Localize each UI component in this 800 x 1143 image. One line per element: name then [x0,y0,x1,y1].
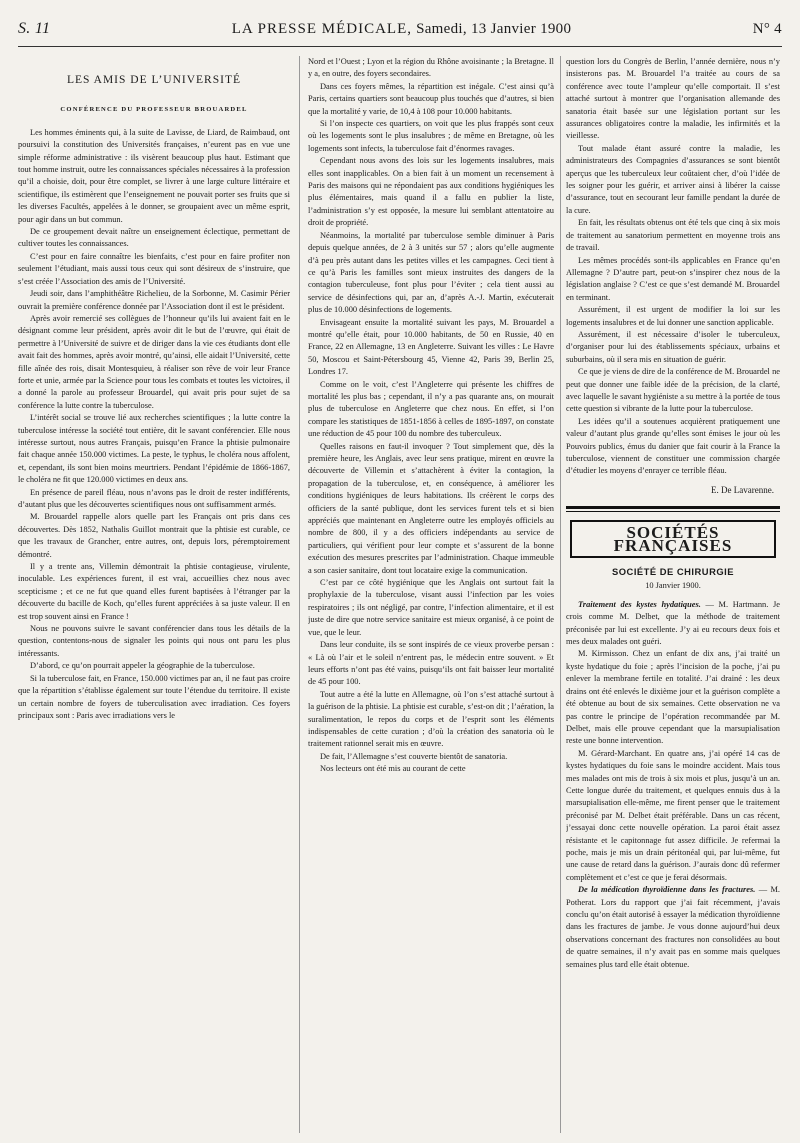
subheading: Traitement des kystes hydatiques. [578,599,701,609]
paragraph: Les hommes éminents qui, à la suite de Lavisse, de Liard, de Raimbaud, ont poursuivi la constitution des Universités françaises, n’eurent pas en vue une simple réforme administrative : ils visèrent beaucoup plus haut. Estimant que tout homme instruit, outre les connaissances spéciales nécessaires à la profession qu’il a choisie, doit, pour être complet, se livrer à une large culture littéraire et scientifique, ils estimèrent que l’enseignement ne pouvait porter ses fruits que si les diverses Facultés, appelées à le donner, se groupaient avec un même esprit, pour agir dans un but commun. [18,127,290,224]
paragraph: Si l’on inspecte ces quartiers, on voit que les plus frappés sont ceux où les logements sont le plus insalubres ; de même en Bretagne, où les logements sont infects, la tuberculose fait d’énormes ravages. [308,119,554,153]
paragraph: Nous ne pouvons suivre le savant conférencier dans tous les détails de la question, contentons-nous de signaler les points qui nous ont paru les plus intéressants. [18,624,290,658]
column-divider [299,56,300,1133]
paragraph-text: M. Kirmisson. Chez un enfant de dix ans, j’ai traité un kyste hydatique du foie ; après l’incision de la poche, j’ai pu enlever la membrane fertile en totalité. J’ai drainé : les deux drains ont été enlevés le dixième jour et la guérison complète a été obtenue au bout de six semaines. Cette observation ne va pas contre le principe de l’opération recommandée par M. Delbet, mais elle prouve cependant que la marsupialisation reste une bonne intervention. [566,649,780,746]
paragraph-text: M. Gérard-Marchant. En quatre ans, j’ai opéré 14 cas de kystes hydatiques du foie sans le moindre accident. Mais tous mes malades ont mis de trois à six mois et plus, jusqu’à un an. Cette longue durée du traitement, et quelques ennuis dus à la marsupialisation elle-même, me firent penser que le traitement préconisé par M. Delbet était préférable. Dans un cas récent, j’essayai donc cette nouvelle opération. La paroi était assez résistante et le capitonnage fut assez difficile. Je refermai la poche, mais je mis un drain péritonéal qui, par lui-même, fut une cause de retard dans la guérison. J’aurais donc dû refermer complètement et c’est ce que je ferai désormais. [566,748,780,882]
paragraph: Si la tuberculose fait, en France, 150.000 victimes par an, il ne faut pas croire que la répartition s’établisse également sur toute l’étendue du territoire. Il existe un certain nombre de foyers de tuberculisation avec irradiation. Ces foyers principaux sont : Paris avec irradiations vers le [18,673,290,720]
paragraph: Ce que je viens de dire de la conférence de M. Brouardel ne peut que donner une faible idée de la précision, de la clarté, avec laquelle le savant hygiéniste a su mettre à la portée de tous cette question si vibrante de la lutte pour la tuberculose. [566,367,780,414]
paragraph: Il y a trente ans, Villemin démontrait la phtisie contagieuse, virulente, inoculable. Les expériences furent, il est vrai, accueillies chez nous avec scepticisme ; et ce ne fut que quand elles furent baptisées à l’étranger par la découverte du bacille de Koch, qu’elles furent appréciées à sa juste valeur. Il en est trop souvent ainsi en France ! [18,562,290,621]
paragraph: En présence de pareil fléau, nous n’avons pas le droit de rester indifférents, d’autant plus que les découvertes scientifiques nous ont suffisamment armés. [18,487,290,509]
society-name: SOCIÉTÉ DE CHIRURGIE [612,566,734,578]
column-divider [560,56,561,1133]
paragraph: C’est pour en faire connaître les bienfaits, c’est pour en faire profiter non seulement l’étudiant, mais aussi tous ceux qui sont désireux de s’instruire, que s’est créée l’Association des amis de l’Université. [18,251,290,286]
paragraph: Nord et l’Ouest ; Lyon et la région du Rhône avoisinante ; la Bretagne. Il y a, en outre, des foyers secondaires. [308,57,554,79]
page-number: S. 11 [18,20,51,37]
column-1 [18,56,290,1143]
paragraph-text: — M. Hartmann. Je crois comme M. Delbet, que la méthode de traitement préconisée par lui est excellente. J’y ai eu recours deux fois et mes deux malades ont guéri. [566,599,780,647]
society-paragraph [566,884,780,971]
issue-date: Samedi, 13 Janvier 1900 [416,20,572,37]
society-date: 10 Janvier 1900. [645,581,701,591]
paragraph: Néanmoins, la mortalité par tuberculose semble diminuer à Paris depuis quelque années, de 2 à 3 unités sur 57 ; alors qu’elle augmente d’à peu près autant dans les petites villes et les campagnes. Ceci tient à ce qu’à Paris les familles sont mieux instruites des dangers de la contagion tuberculeuse, font plus pour l’éviter ; cela tient aussi au service de désinfections qui, par an, d’après A.-J. Martin, exécuterait plus de 10.000 désinfections de logements. [308,230,554,315]
paragraph: Dans ces foyers mêmes, la répartition est inégale. C’est ainsi qu’à Paris, certains quartiers sont beaucoup plus touchés que d’autres, si bien que la mortalité y varie, de 10,4 à 108 pour 10.000 habitants. [308,81,554,116]
author-signature: E. De Lavarenne. [711,484,774,495]
paragraph: Tout autre a été la lutte en Allemagne, où l’on s’est attaché surtout à la guérison de la phtisie. La phtisie est curable, s’est-on dit ; l’aération, la suralimentation, le repos du corps et de l’esprit sont les éléments indispensables de cette curation ; d’où la création des sanatoria où le traitement rationnel serait mis en œuvre. [308,689,554,749]
paragraph: Assurément, il est nécessaire d’isoler le tuberculeux, d’organiser pour lui des établissements spéciaux, urbains et suburbains, où il sera mis en situation de guérir. [566,329,780,364]
article-title: LES AMIS DE L’UNIVERSITÉ [66,74,242,86]
section-title: SOCIÉTÉS FRANÇAISES [570,520,776,558]
paragraph: Dans leur conduite, ils se sont inspirés de ce vieux proverbe persan : « Là où l’air et le soleil n’entrent pas, le médecin entre souvent. » Et leurs efforts n’ont pas été vains, puisqu’ils ont fait baisser leur mortalité de 45 pour 100. [308,640,554,687]
paragraph: C’est par ce côté hygiénique que les Anglais ont surtout fait la prophylaxie de la tuberculose, visant aussi l’infection par les voies respiratoires ; ils ont négligé, par contre, l’infection alimentaire, et il est juste de dire que notre service sanitaire est mieux organisé, à ce point de vue, que le leur. [308,578,554,637]
paragraph: Les idées qu’il a soutenues acquièrent pratiquement une valeur d’autant plus grande qu’elles sont émises le jour où les Pouvoirs publics, émus du danier que fait courir à la France la tuberculose, viennent de constituer une commission chargée d’étudier les moyens d’enrayer ce terrible fléau. [566,416,780,476]
header-rule [18,46,782,47]
society-paragraph [566,748,780,884]
paragraph: De fait, l’Allemagne s’est couverte bientôt de sanatoria. [320,751,508,761]
paragraph: Les mêmes procédés sont-ils applicables en France qu’en Allemagne ? D’autre part, peut-on s’inspirer chez nous de la législation anglaise ? C’est ce que s’est demandé M. Brouardel en terminant. [566,255,780,302]
page-header [18,16,782,42]
column-2 [308,56,554,1143]
society-paragraph [566,648,780,747]
paragraph: D’abord, ce qu’on pourrait appeler la géographie de la tuberculose. [30,661,255,671]
issue-number: N° 4 [752,20,782,37]
paragraph: Cependant nous avons des lois sur les logements insalubres, mais elles sont inapplicables. On a bien fait à un moment un recensement à Paris des maisons qui ne répondaient pas aux conditions hygiéniques les plus élémentaires, mais quand il a fallu en publier la liste, l’administration s’y est opposée, la mesure lui semblant attentatoire au droit de propriété. [308,156,554,228]
paragraph: De ce groupement devait naître un enseignement éclectique, permettant de cultiver toutes les connaissances. [18,227,290,249]
paragraph: Nos lecteurs ont été mis au courant de cette [320,764,466,774]
paragraph: En fait, les résultats obtenus ont été tels que cinq à six mois de traitement au sanatorium permettent en moyenne trois ans de travail. [566,218,780,253]
article-body [18,127,290,723]
paragraph: L’intérêt social se trouve lié aux recherches scientifiques ; la lutte contre la tuberculose intéresse la société tout entière, dit le savant conférencier. Elle nous intéresse surtout, nous autres Français, puisqu’en France la phtisie pulmonaire fait chaque année 150.000 victimes. La peste, le typhus, le choléra nous affolent, et, cependant, ils sont bien moins meurtriers. Pendant l’épidémie de 1866-1867, le choléra ne fit que 120.000 victimes en deux ans. [18,413,290,485]
article-subtitle: CONFÉRENCE DU PROFESSEUR BROUARDEL [60,106,248,114]
subheading: De la médication thyroïdienne dans les fractures. [578,885,756,895]
section-rule [566,511,780,512]
column-3 [566,56,780,1143]
paragraph-text: — M. Potherat. Lors du rapport que j’ai fait récemment, j’avais conclu qu’on était autorisé à essayer la médication thyroïdienne dans les fractures de jambe. Je vous donne aujourd’hui deux observations concernant des fractures non consolidées au bout de quatre semaines, il n’y avait pas en somme mais quelques semaines plus tard elle était obtenue. [566,885,780,969]
paragraph: M. Brouardel rappelle alors quelle part les Français ont pris dans ces découvertes. Dès 1852, Nathalis Guillot montrait que la phtisie est curable, ce que les travaux de Grancher, entre autres, ont, depuis lors, péremptoirement démontré. [18,512,290,559]
paragraph: Assurément, il est urgent de modifier la loi sur les logements insalubres et de lui donner une sanction applicable. [566,305,780,327]
paragraph: Envisageant ensuite la mortalité suivant les pays, M. Brouardel a montré qu’elle était, pour 10.000 habitants, de 50 en Russie, 40 en France, 22 en Allemagne, 13 en Angleterre. Suivant les villes : Le Havre 50, Moscou et Saint-Pétersbourg 45, Vienne 42, Paris 39, Berlin 25, Londres 17. [308,317,554,377]
paragraph: Jeudi soir, dans l’amphithéâtre Richelieu, de la Sorbonne, M. Casimir Périer ouvrait la première conférence donnée par l’Association dont il est le président. [18,289,290,311]
paragraph: Tout malade étant assuré contre la maladie, les administrateurs des Compagnies d’assurances se sont bientôt aperçus que les tuberculeux leur coûtaient cher, d’où l’idée de les soigner pour les guérir, et arriver ainsi à libérer la caisse d’assurance, tout en secourant leur famille pendant la durée de la cure. [566,143,780,215]
paragraph: Quelles raisons en faut-il invoquer ? Tout simplement que, dès la première heure, les Anglais, avec leur sens pratique, mirent en œuvre la découverte de Villemin et s’attachèrent à éviter la contagion, la propagation de la tuberculose, et, en conséquence, à améliorer les conditions hygiéniques de leurs habitations. Ils créèrent le corps des officiers de la santé publique, dont les services furent tels et si bien appréciés que maintenant en Angleterre outre les employés officiels au nombre de 800, il y a des officiers indépendants au service de particuliers, qui vérifient pour leur compte et s’assurent de la bonne exécution des mesures prescrites par l’administration. Chaque immeuble a son casier sanitaire, dont tout locataire exige la communication. [308,441,554,575]
section-rule [566,506,780,509]
masthead: LA PRESSE MÉDICALE, [231,20,412,37]
paragraph: question lors du Congrès de Berlin, l’année dernière, nous n’y insisterons pas. M. Brouardel l’a traitée au cours de sa conférence avec toute l’ampleur qu’elle comportait. Il s’est attaché surtout à montrer que l’organisation allemande des sanatoria était basée sur une législation portant sur les assurances obligatoires contre la maladie, les infirmités et la vieillesse. [566,57,780,141]
paragraph: Comme on le voit, c’est l’Angleterre qui présente les chiffres de mortalité les plus bas ; cependant, il n’y a pas quarante ans, on mourait plus de tuberculose en Angleterre que chez nous. En effet, si l’on compare les statistiques de 1851-1856 à celles de 1895-1897, on constate une réduction de 45 pour 100 du nombre des tuberculeux. [308,379,554,439]
society-paragraph [566,599,780,649]
newspaper-title [232,21,572,38]
paragraph: Après avoir remercié ses collègues de l’honneur qu’ils lui avaient fait en le désignant comme leur président, après avoir dit le but de l’œuvre, qui était de permettre à l’Université de suivre et de diriger dans la vie ces étudiants dont elle avait fait des hommes, après avoir montré, qu’ainsi, elle aidait l’Université, cette fille aînée des rois, disait Montesquieu, à réaliser son rêve de voir leur France forte et unie, armée par la Science pour tous les combats et toutes les victoires, il a donné la parole au professeur Brouardel, qui avait pris pour sujet de sa conférence la lutte contre la tuberculose. [18,313,290,410]
